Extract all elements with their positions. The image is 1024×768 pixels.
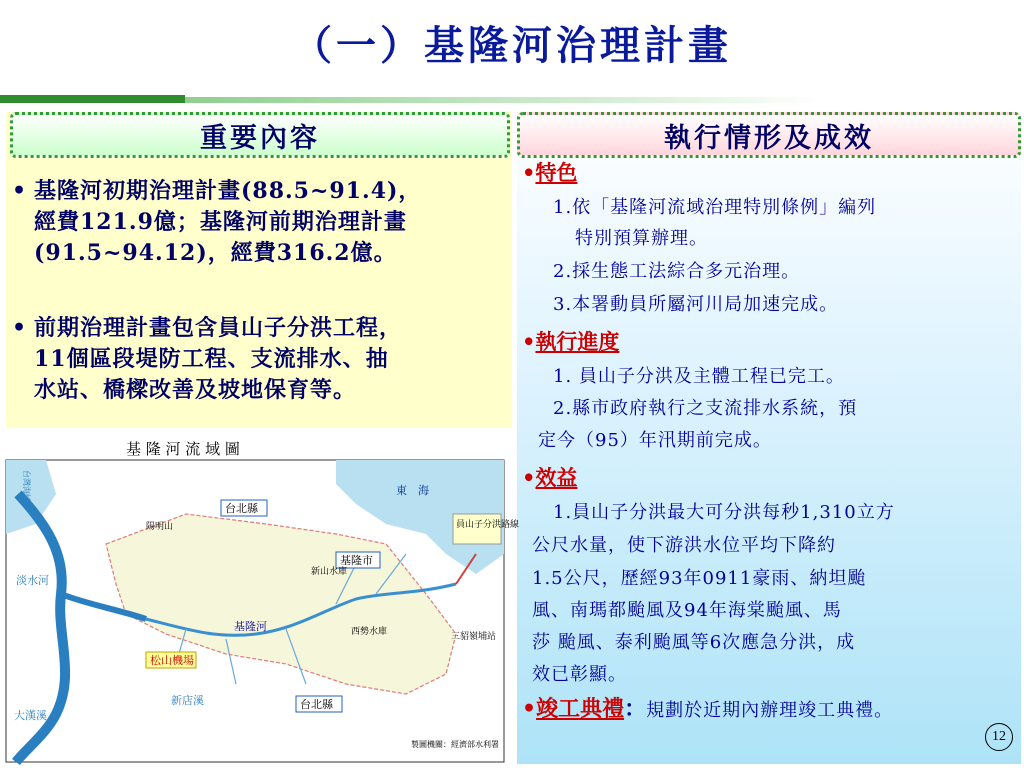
left-bullet-1 [12,176,517,269]
progress-line-1: 1. 員山子分洪及主體工程已完工。 [553,366,845,387]
section-progress-title: 執行進度 [535,329,620,354]
left-bullet-2-line-3: 水站、橋樑改善及坡地保育等。 [34,377,357,403]
label-songshan-airport: 松山機場 [150,654,194,667]
title-rule-dark [0,95,185,103]
section-benefits-heading: •效益 [522,465,578,490]
bullet-dot: • [12,315,28,341]
features-line-2: 特別預算辦理。 [575,228,708,249]
left-bullet-2-line-1: 前期治理計畫包含員山子分洪工程， [34,315,403,341]
label-sandiao: 三貂嶺埔站 [451,632,497,642]
benefits-line-1: 1.員山子分洪最大可分洪每秒1,310立方 [553,502,895,523]
label-yuanshanzi: 員山子分洪路線 [456,520,520,530]
ceremony-colon: ： [624,696,647,722]
page-number: 12 [985,723,1013,751]
keelung-river-basin-map [6,434,520,762]
page-title: （一）基隆河治理計畫 [292,22,732,69]
label-keelung-river: 基隆河 [234,620,267,633]
left-bullet-1-line-1: 基隆河初期治理計畫(88.5~91.4)， [34,178,422,204]
left-bullet-1-line-2: 經費121.9億；基隆河前期治理計畫 [34,209,407,235]
section-benefits-title: 效益 [535,465,578,490]
label-xinshan-reservoir: 新山水庫 [311,567,348,577]
left-bullet-1-line-3: (91.5~94.12)，經費316.2億。 [34,240,397,266]
ceremony-text: 規劃於近期內辦理竣工典禮。 [646,700,894,721]
section-ceremony-title: 竣工典禮 [536,696,625,722]
features-line-4: 3.本署動員所屬河川局加速完成。 [553,294,839,315]
label-tamsui-river: 淡水河 [16,574,49,587]
progress-line-3: 定今（95）年汛期前完成。 [538,430,772,451]
label-credit: 製圖機關：經濟部水利署 [411,740,499,749]
label-taipei-county-top: 台北縣 [225,502,258,515]
benefits-line-3: 1.5公尺，歷經93年0911豪雨、納坦颱 [532,568,867,589]
benefits-line-4: 風、南瑪都颱風及94年海棠颱風、馬 [532,600,842,621]
section-ceremony-heading: •竣工典禮：規劃於近期內辦理竣工典禮。 [522,696,894,722]
bullet-dot: • [12,178,28,204]
label-east-sea: 東 海 [396,484,429,497]
label-taipei-county-bottom: 台北縣 [300,698,333,711]
label-xishi-reservoir: 西勢水庫 [351,627,388,637]
title-rule-light [185,97,822,103]
label-taiwan-strait: 台灣海峽 [22,470,31,502]
label-keelung-city: 基隆市 [340,554,373,567]
label-dahan-river: 大漢溪 [14,709,47,722]
benefits-line-6: 效已彰顯。 [532,664,627,685]
left-header: 重要內容 [10,112,510,158]
left-bullet-2 [12,313,517,406]
left-bullet-2-line-2: 11個區段堤防工程、支流排水、抽 [34,346,389,372]
label-xindian-river: 新店溪 [171,694,204,707]
benefits-line-2: 公尺水量，使下游洪水位平均下降約 [532,535,836,556]
progress-line-2: 2.縣市政府執行之支流排水系統，預 [553,398,858,419]
map-title: 基 隆 河 流 域 圖 [126,440,240,458]
features-line-3: 2.採生態工法綜合多元治理。 [553,261,801,282]
features-line-1: 1.依「基隆河流域治理特別條例」編列 [553,197,877,218]
section-features-title: 特色 [535,160,578,185]
section-progress-heading: •執行進度 [522,329,620,354]
label-yangmingshan: 陽明山 [146,522,174,532]
section-features-heading: •特色 [522,160,578,185]
right-header: 執行情形及成效 [517,112,1021,158]
benefits-line-5: 莎 颱風、泰利颱風等6次應急分洪，成 [532,632,856,653]
